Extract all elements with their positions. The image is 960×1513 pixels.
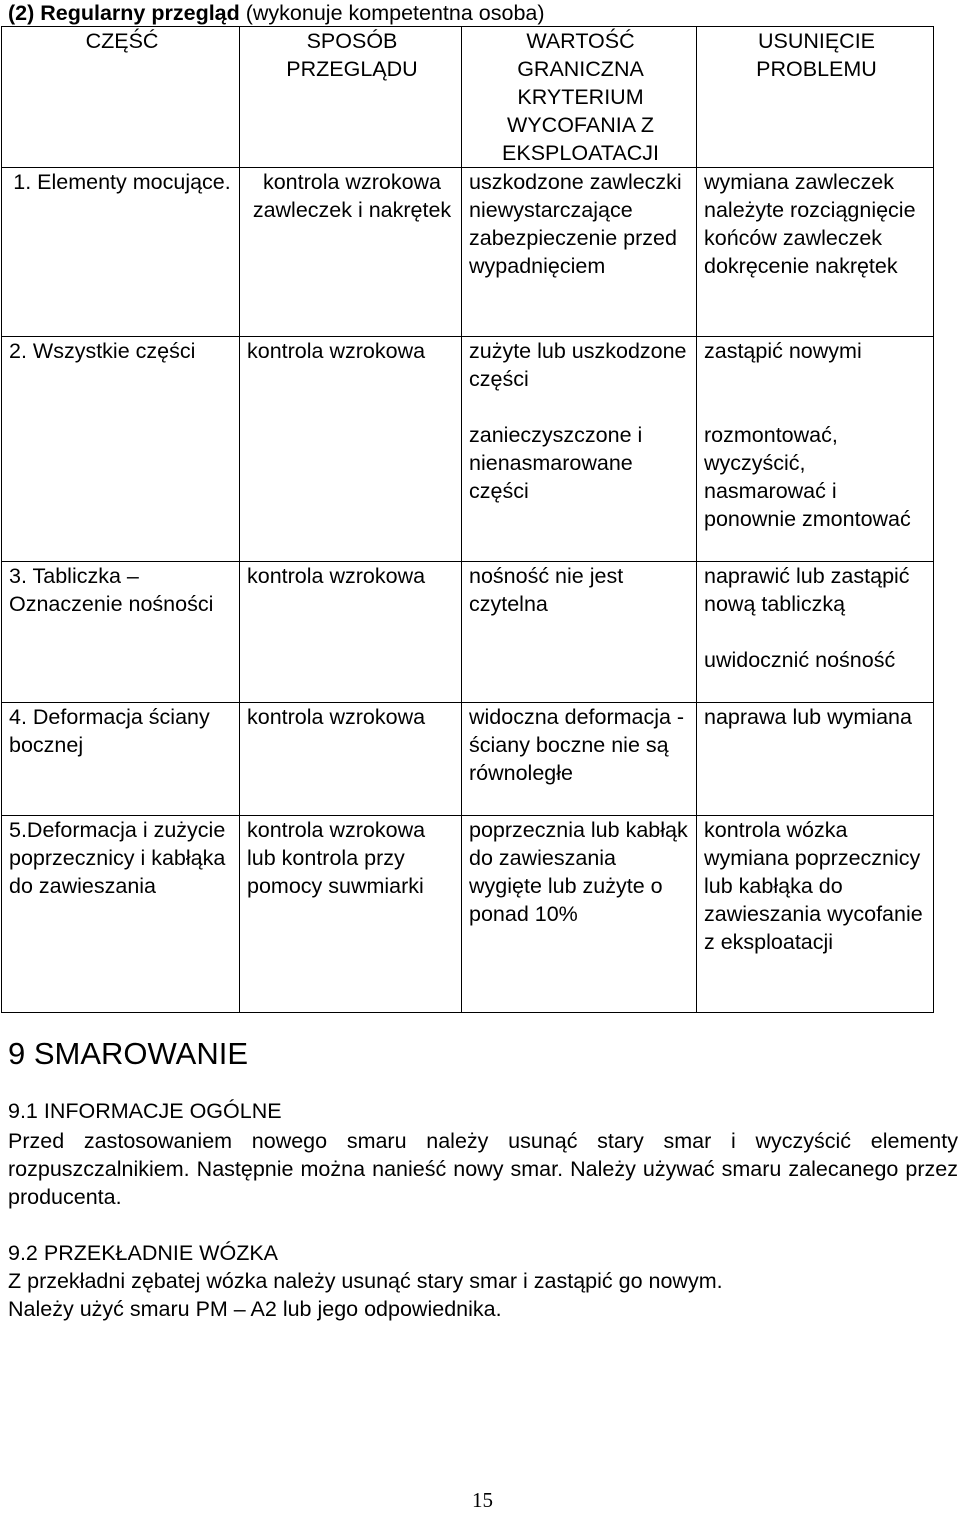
- section-9-1-text: Przed zastosowaniem nowego smaru należy usunąć stary smar i wyczyścić elementy rozpuszczalnikiem. Następnie można nanieść nowy smar. Należy używać smaru zalecanego przez producenta.: [8, 1129, 958, 1209]
- row3-fix: [697, 562, 934, 703]
- section-9-2-line1: Z przekładni zębatej wózka należy usunąć stary smar i zastąpić go nowym.: [8, 1269, 723, 1293]
- row4-method: kontrola wzrokowa: [240, 703, 462, 816]
- header-part: CZĘŚĆ: [2, 27, 240, 168]
- section-9-2-line2: Należy użyć smaru PM – A2 lub jego odpowiednika.: [8, 1297, 502, 1321]
- row2-part: 2. Wszystkie części: [2, 337, 240, 562]
- row3-limit: nośność nie jest czytelna: [462, 562, 697, 703]
- row2-fix: [697, 337, 934, 562]
- table-row: [2, 337, 934, 562]
- header-method: SPOSÓB PRZEGLĄDU: [240, 27, 462, 168]
- header-fix: USUNIĘCIE PROBLEMU: [697, 27, 934, 168]
- row4-limit: widoczna deformacja - ściany boczne nie są równoległe: [462, 703, 697, 816]
- row2-limit-a: zużyte lub uszkodzone części: [469, 339, 687, 391]
- row4-part: 4. Deformacja ściany bocznej: [2, 703, 240, 816]
- row5-part: 5.Deformacja i zużycie poprzecznicy i kabłąka do zawieszania: [2, 816, 240, 1013]
- review-table: [1, 26, 934, 1013]
- row3-fix-b: uwidocznić nośność: [704, 648, 896, 672]
- heading-bold: (2) Regularny przegląd: [8, 1, 240, 25]
- row2-limit: [462, 337, 697, 562]
- row3-fix-a: naprawić lub zastąpić nową tabliczką: [704, 564, 910, 616]
- header-limit: WARTOŚĆ GRANICZNA KRYTERIUM WYCOFANIA Z EKSPLOATACJI: [462, 27, 697, 168]
- row1-limit: uszkodzone zawleczki niewystarczające zabezpieczenie przed wypadnięciem: [462, 168, 697, 337]
- row5-method: kontrola wzrokowa lub kontrola przy pomocy suwmiarki: [240, 816, 462, 1013]
- row3-part: 3. Tabliczka – Oznaczenie nośności: [2, 562, 240, 703]
- section-9-2-title: 9.2 PRZEKŁADNIE WÓZKA: [8, 1241, 279, 1265]
- row2-fix-b: rozmontować, wyczyścić, nasmarować i ponownie zmontować: [704, 423, 911, 531]
- row1-method: kontrola wzrokowa zawleczek i nakrętek: [240, 168, 462, 337]
- table-row: [2, 816, 934, 1013]
- row3-method: kontrola wzrokowa: [240, 562, 462, 703]
- page-number: 15: [472, 1488, 493, 1512]
- table-row: [2, 703, 934, 816]
- row1-part: 1. Elementy mocujące.: [2, 168, 240, 337]
- section-heading: [8, 0, 545, 26]
- section-9-title: 9 SMAROWANIE: [8, 1036, 248, 1071]
- row2-fix-a: zastąpić nowymi: [704, 339, 862, 363]
- row5-fix: kontrola wózka wymiana poprzecznicy lub kabłąka do zawieszania wycofanie z eksploatacji: [697, 816, 934, 1013]
- table-row: [2, 168, 934, 337]
- row1-fix: wymiana zawleczek należyte rozciągnięcie końców zawleczek dokręcenie nakrętek: [697, 168, 934, 337]
- row5-limit: poprzecznia lub kabłąk do zawieszania wygięte lub zużyte o ponad 10%: [462, 816, 697, 1013]
- table-row: [2, 562, 934, 703]
- section-9-1-title: 9.1 INFORMACJE OGÓLNE: [8, 1099, 282, 1123]
- table-header-row: [2, 27, 934, 168]
- heading-normal: (wykonuje kompetentna osoba): [239, 1, 545, 25]
- row2-method: kontrola wzrokowa: [240, 337, 462, 562]
- row4-fix: naprawa lub wymiana: [697, 703, 934, 816]
- row2-limit-b: zanieczyszczone i nienasmarowane części: [469, 423, 643, 503]
